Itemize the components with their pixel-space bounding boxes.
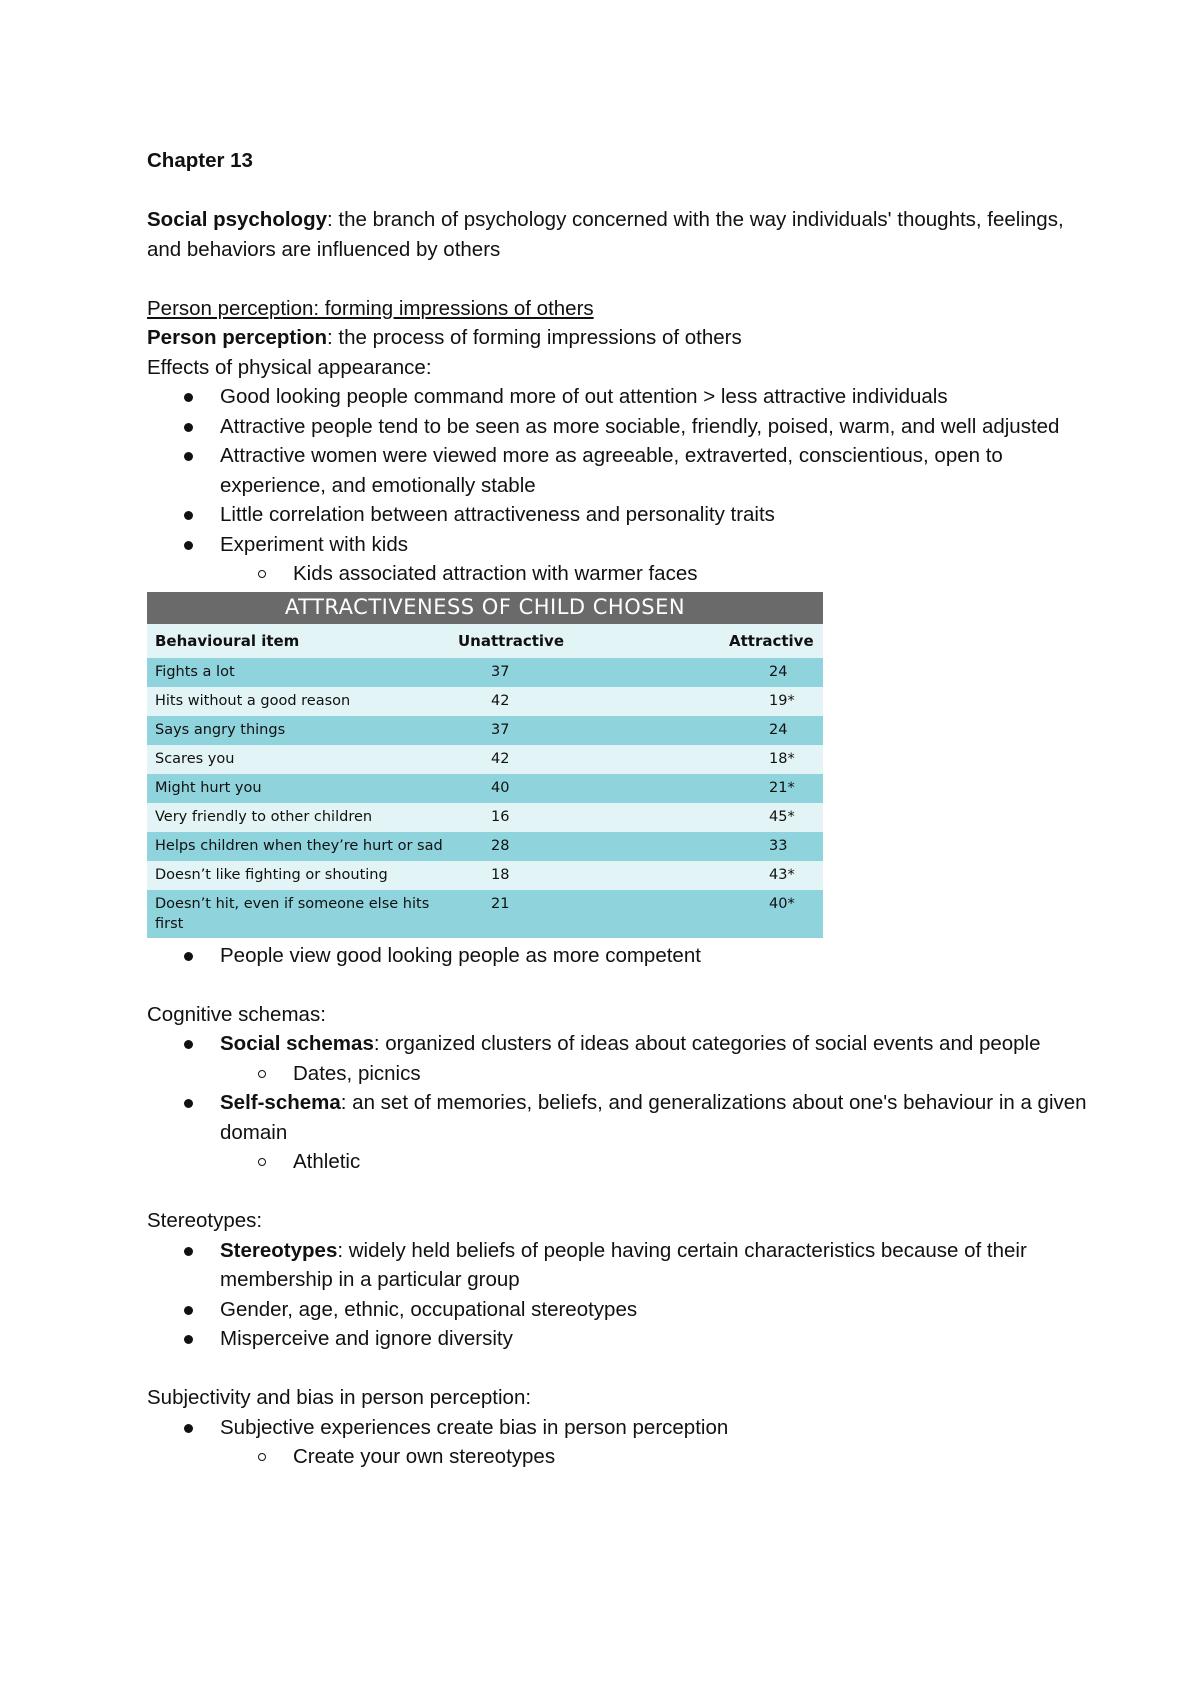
table-row: Doesn’t hit, even if someone else hits first 21 40*	[147, 890, 823, 938]
table-row: Hits without a good reason 42 19*	[147, 687, 823, 716]
effects-heading: Effects of physical appearance:	[147, 355, 432, 379]
column-header: Behavioural item	[147, 624, 453, 658]
document-content	[147, 146, 1087, 1472]
bullet-icon	[184, 423, 193, 432]
table-row: Doesn’t like fighting or shouting 18 43*	[147, 861, 823, 890]
attractiveness-table	[147, 592, 823, 938]
table-row: Very friendly to other children 16 45*	[147, 803, 823, 832]
term-self-schema: Self-schema	[220, 1091, 341, 1114]
list-item: Gender, age, ethnic, occupational stereotypes	[147, 1295, 1087, 1325]
social-psychology-text: : the branch of psychology concerned with the way individuals' thoughts, feelings, and behaviors are influenced by others	[147, 208, 1064, 261]
hollow-bullet-icon	[258, 570, 266, 578]
sub-list-item: Kids associated attraction with warmer faces	[147, 559, 1087, 589]
hollow-bullet-icon	[258, 1070, 266, 1078]
table-row: Says angry things 37 24	[147, 716, 823, 745]
list-item: Attractive women were viewed more as agreeable, extraverted, conscientious, open to experience, and emotionally stable	[147, 441, 1087, 500]
list-item: Experiment with kids	[147, 530, 1087, 560]
list-item: People view good looking people as more competent	[147, 941, 1087, 971]
sub-list-item: Dates, picnics	[147, 1059, 1087, 1089]
bullet-icon	[184, 452, 193, 461]
table-header-row	[147, 624, 823, 658]
section-title-person-perception: Person perception: forming impressions of others	[147, 296, 594, 320]
bullet-icon	[184, 393, 193, 402]
bullet-icon	[184, 511, 193, 520]
table-title: ATTRACTIVENESS OF CHILD CHOSEN	[147, 592, 823, 624]
table-row: Helps children when they’re hurt or sad 28 33	[147, 832, 823, 861]
column-header: Attractive	[689, 624, 823, 658]
list-item: Little correlation between attractiveness and personality traits	[147, 500, 1087, 530]
sub-list-item: Athletic	[147, 1147, 1087, 1177]
person-perception-text: : the process of forming impressions of others	[327, 326, 742, 349]
list-item: Good looking people command more of out attention > less attractive individuals	[147, 382, 1087, 412]
term-social-psychology: Social psychology	[147, 208, 327, 231]
cognitive-schemas-heading: Cognitive schemas:	[147, 1002, 326, 1026]
term-person-perception: Person perception	[147, 326, 327, 349]
subjectivity-heading: Subjectivity and bias in person perception:	[147, 1386, 532, 1409]
bullet-icon	[184, 1247, 193, 1256]
list-item: Stereotypes: widely held beliefs of people having certain characteristics because of their membership in a particular group	[147, 1236, 1087, 1295]
stereotypes-heading: Stereotypes:	[147, 1209, 263, 1232]
chapter-heading: Chapter 13	[147, 149, 253, 172]
list-item: Social schemas: organized clusters of ideas about categories of social events and people	[147, 1029, 1087, 1059]
hollow-bullet-icon	[258, 1158, 266, 1166]
table-row: Scares you 42 18*	[147, 745, 823, 774]
hollow-bullet-icon	[258, 1453, 266, 1461]
social-psychology-definition	[147, 205, 1087, 264]
table-row: Fights a lot 37 24	[147, 658, 823, 687]
bullet-icon	[184, 1099, 193, 1108]
sub-list-item: Create your own stereotypes	[147, 1442, 1087, 1472]
table-row: Might hurt you 40 21*	[147, 774, 823, 803]
list-item: Attractive people tend to be seen as more sociable, friendly, poised, warm, and well adjusted	[147, 412, 1087, 442]
list-item: Misperceive and ignore diversity	[147, 1324, 1087, 1354]
term-stereotypes: Stereotypes	[220, 1238, 338, 1262]
bullet-icon	[184, 1306, 193, 1315]
bullet-icon	[184, 541, 193, 550]
bullet-icon	[184, 1040, 193, 1049]
list-item: Subjective experiences create bias in person perception	[147, 1413, 1087, 1443]
list-item: Self-schema: an set of memories, beliefs, and generalizations about one's behaviour in a given domain	[147, 1088, 1087, 1147]
column-header: Unattractive	[453, 624, 689, 658]
bullet-icon	[184, 1335, 193, 1344]
term-social-schemas: Social schemas	[220, 1032, 374, 1055]
bullet-icon	[184, 952, 193, 961]
person-perception-definition	[147, 323, 1087, 353]
bullet-icon	[184, 1424, 193, 1433]
